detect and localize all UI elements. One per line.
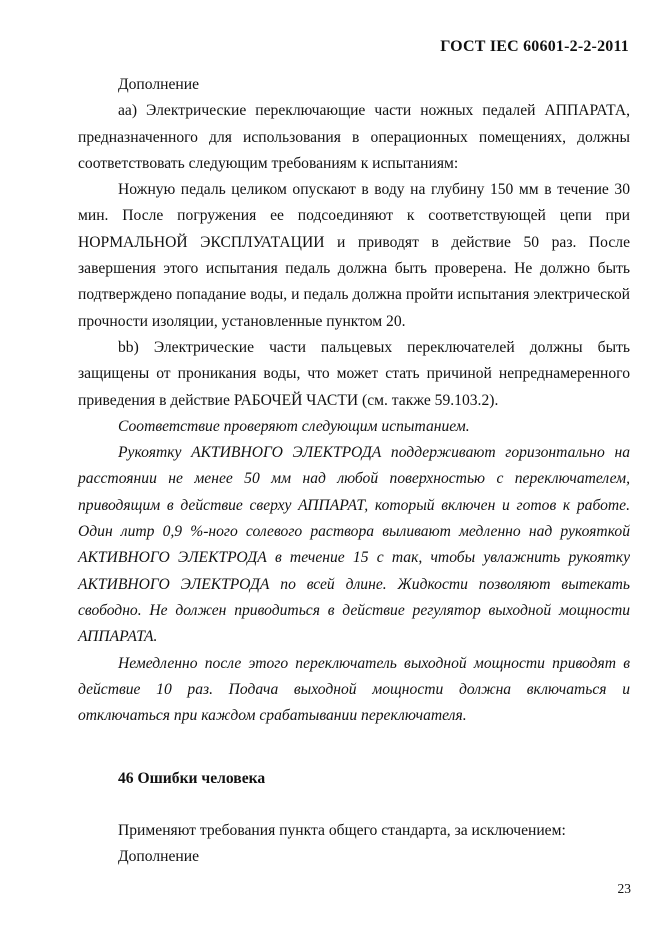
addendum-title: Дополнение — [118, 76, 200, 93]
paragraph-bb: bb) Электрические части пальцевых переключателей должны быть защищены от проникания воды, что может стать причиной непреднамеренного приведения в действие РАБОЧЕЙ ЧАСТИ (см. также 59.103.2). — [78, 338, 630, 409]
section-46-body — [118, 818, 566, 870]
paragraph-foot-pedal-test: Ножную педаль целиком опускают в воду на глубину 150 мм в течение 30 мин. После погружения ее подсоединяют к соответствующей цепи при НОРМАЛЬНОЙ ЭКСПЛУАТАЦИИ и приводят в действие 50 раз. После завершения этого испытания педаль должна быть проверена. Не должно быть подтверждено попадание воды, и педаль должна пройти испытания электрической прочности изоляции, установленные пунктом 20. — [78, 181, 630, 330]
main-text-block — [78, 72, 630, 729]
paragraph-electrode-test: Рукоятку АКТИВНОГО ЭЛЕКТРОДА поддерживают горизонтально на расстоянии не менее 50 мм над любой поверхностью с переключателем, приводящим в действие сверху АППАРАТ, который включен и готов к работе. Один литр 0,9 %-ного солевого раствора выливают медленно над рукояткой АКТИВНОГО ЭЛЕКТРОДА в течение 15 с так, чтобы увлажнить рукоятку АКТИВНОГО ЭЛЕКТРОДА по всей длине. Жидкости позволяют вытекать свободно. Не должен приводиться в действие регулятор выходной мощности АППАРАТА. — [78, 444, 630, 646]
paragraph-aa: аа) Электрические переключающие части ножных педалей АППАРАТА, предназначенного для использования в операционных помещениях, должны соответствовать следующим требованиям к испытаниям: — [78, 102, 630, 172]
page-number: 23 — [617, 881, 631, 896]
section-46-heading: 46 Ошибки человека — [118, 770, 266, 787]
section-46-addendum: Дополнение — [118, 848, 200, 865]
paragraph-after-test: Немедленно после этого переключатель выходной мощности приводят в действие 10 раз. Подача выходной мощности должна включаться и отключаться при каждом срабатывании переключателя. — [78, 654, 630, 725]
section-46-requirements: Применяют требования пункта общего стандарта, за исключением: — [118, 822, 566, 839]
page-header-standard-code: ГОСТ IEC 60601-2-2-2011 — [440, 38, 629, 55]
paragraph-compliance: Соответствие проверяют следующим испытанием. — [118, 417, 470, 435]
